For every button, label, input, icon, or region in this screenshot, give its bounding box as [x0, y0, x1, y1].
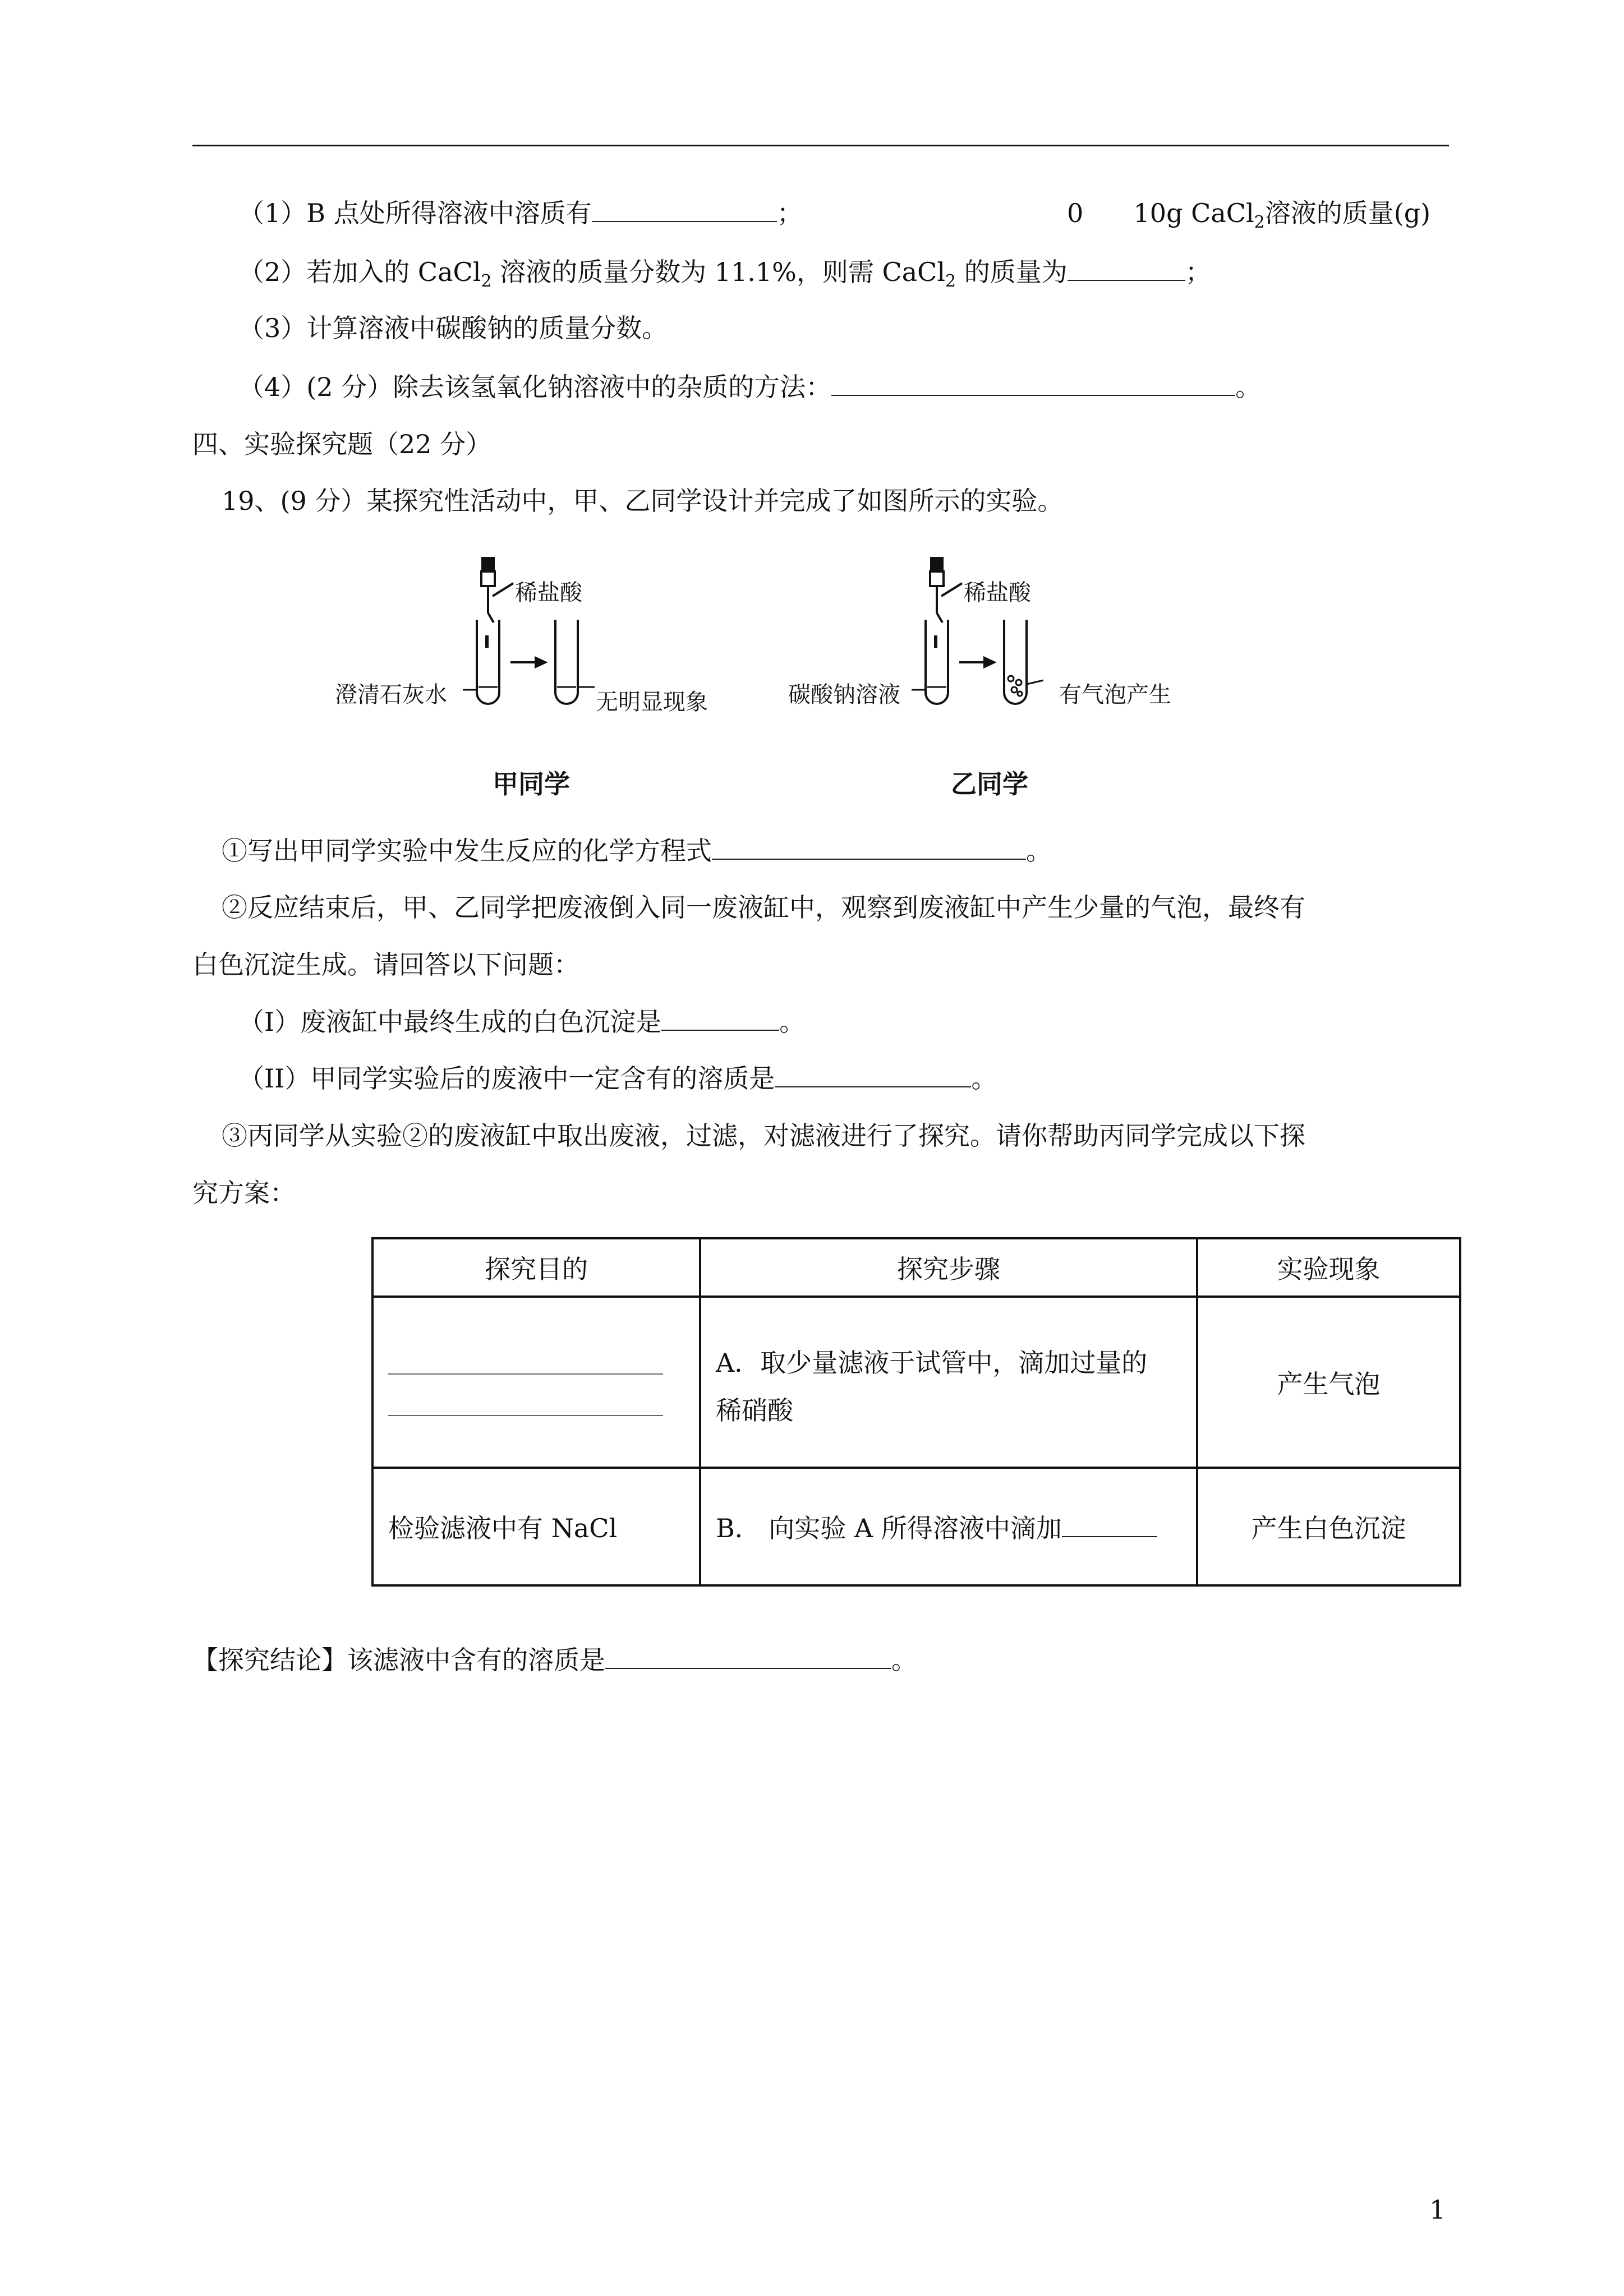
- purpose-cell-blank[interactable]: [372, 1297, 700, 1468]
- q18-part3: （3）计算溶液中碳酸钠的质量分数。: [238, 313, 668, 343]
- phenomenon-cell: 产生气泡: [1197, 1297, 1460, 1468]
- q19-item2-line2: 白色沉淀生成。请回答以下问题：: [192, 949, 579, 980]
- axis-label-pre: CaCl: [1191, 198, 1254, 228]
- solution-label: 碳酸钠溶液: [788, 682, 900, 708]
- answer-blank[interactable]: [605, 1645, 891, 1669]
- header-cell: 探究目的: [372, 1238, 700, 1297]
- answer-blank[interactable]: [831, 372, 1235, 396]
- q19-sub1-text: （I）废液缸中最终生成的白色沉淀是: [238, 1007, 662, 1037]
- answer-blank[interactable]: [1068, 257, 1185, 281]
- q18-part4: [238, 370, 1261, 404]
- section-heading: 四、实验探究题（22 分）: [192, 429, 492, 459]
- q19-item1-suffix: 。: [1026, 836, 1052, 866]
- step-text: A．取少量滤液于试管中，滴加过量的: [716, 1347, 1148, 1378]
- table-row: [372, 1297, 1460, 1468]
- answer-blank[interactable]: [661, 1007, 779, 1031]
- q19-item1-text: ①写出甲同学实验中发生反应的化学方程式: [222, 836, 712, 866]
- axis-label-post: 溶液的质量(g): [1264, 198, 1431, 228]
- conclusion: [192, 1643, 917, 1677]
- conclusion-suffix: 。: [891, 1645, 917, 1675]
- graph-axis-label: [1067, 196, 1430, 239]
- q18-part2: [238, 255, 1211, 298]
- q19-item3-line2: 究方案：: [192, 1178, 296, 1208]
- result-label: 无明显现象: [596, 689, 708, 715]
- q19-intro: 19、(9 分）某探究性活动中，甲、乙同学设计并完成了如图所示的实验。: [222, 486, 1064, 516]
- q19-sub2: [238, 1062, 997, 1095]
- q19-sub2-text: （II）甲同学实验后的废液中一定含有的溶质是: [238, 1063, 775, 1094]
- page-number: 1: [1429, 2194, 1446, 2225]
- q18-part2-a: （2）若加入的 CaCl: [238, 257, 481, 287]
- header-cell: 探究步骤: [700, 1238, 1197, 1297]
- test-tube-icon: [912, 620, 948, 704]
- arrow-icon: [959, 658, 994, 667]
- answer-blank[interactable]: [388, 1390, 663, 1416]
- table-row: [372, 1468, 1460, 1585]
- q19-item1: [222, 834, 1052, 868]
- q19-item3-line1: ③丙同学从实验②的废液缸中取出废液，过滤，对滤液进行了探究。请你帮助丙同学完成以下探: [222, 1121, 1305, 1151]
- exploration-table: [371, 1237, 1461, 1587]
- q18-part2-sub1: 2: [481, 271, 492, 292]
- dropper-icon: [481, 558, 513, 623]
- phenomenon-cell: 产生白色沉淀: [1197, 1468, 1460, 1585]
- solution-label: 澄清石灰水: [335, 682, 447, 708]
- test-tube-icon: [463, 620, 499, 704]
- answer-blank[interactable]: [592, 199, 777, 222]
- result-label: 有气泡产生: [1059, 682, 1171, 708]
- axis-label-sub: 2: [1254, 213, 1265, 233]
- q19-sub2-suffix: 。: [971, 1063, 997, 1094]
- q18-part2-c: 的质量为: [956, 257, 1068, 287]
- reagent-label: 稀盐酸: [964, 580, 1031, 606]
- answer-blank[interactable]: [388, 1349, 663, 1375]
- axis-tick: 10g: [1133, 198, 1183, 228]
- step-cell: [700, 1468, 1197, 1585]
- q19-sub1: [238, 1005, 805, 1039]
- step-text: 稀硝酸: [716, 1395, 793, 1426]
- answer-blank[interactable]: [712, 836, 1026, 860]
- dropper-icon: [930, 558, 962, 623]
- q19-sub1-suffix: 。: [779, 1007, 806, 1037]
- axis-origin: 0: [1067, 198, 1084, 228]
- figure-caption: 甲同学: [493, 769, 570, 799]
- q18-part4-suffix: 。: [1235, 372, 1262, 402]
- header-rule: [192, 145, 1449, 146]
- q19-item2-line1: ②反应结束后，甲、乙同学把废液倒入同一废液缸中，观察到废液缸中产生少量的气泡，最终有: [222, 892, 1305, 923]
- q18-part2-b: 溶液的质量分数为 11.1%，则需 CaCl: [491, 257, 946, 287]
- reagent-label: 稀盐酸: [515, 580, 582, 606]
- conclusion-text: 【探究结论】该滤液中含有的溶质是: [192, 1645, 605, 1675]
- header-cell: 实验现象: [1197, 1238, 1460, 1297]
- arrow-icon: [510, 658, 545, 667]
- q18-part1-text: （1）B 点处所得溶液中溶质有: [238, 198, 592, 228]
- q18-part1-suffix: ；: [776, 198, 803, 228]
- test-tube-icon: [1004, 620, 1043, 704]
- step-cell: [700, 1297, 1197, 1468]
- q18-part2-sub2: 2: [945, 271, 956, 292]
- figure-caption: 乙同学: [951, 769, 1028, 799]
- table-header-row: [372, 1238, 1460, 1297]
- purpose-cell: 检验滤液中有 NaCl: [372, 1468, 700, 1585]
- q18-part2-suffix: ；: [1185, 257, 1211, 287]
- answer-blank[interactable]: [1062, 1514, 1157, 1537]
- answer-blank[interactable]: [775, 1064, 971, 1087]
- q18-part1: [238, 196, 803, 230]
- test-tube-icon: [555, 620, 595, 704]
- q18-part4-text: （4）(2 分）除去该氢氧化钠溶液中的杂质的方法：: [238, 372, 832, 402]
- step-text: B． 向实验 A 所得溶液中滴加: [716, 1513, 1062, 1543]
